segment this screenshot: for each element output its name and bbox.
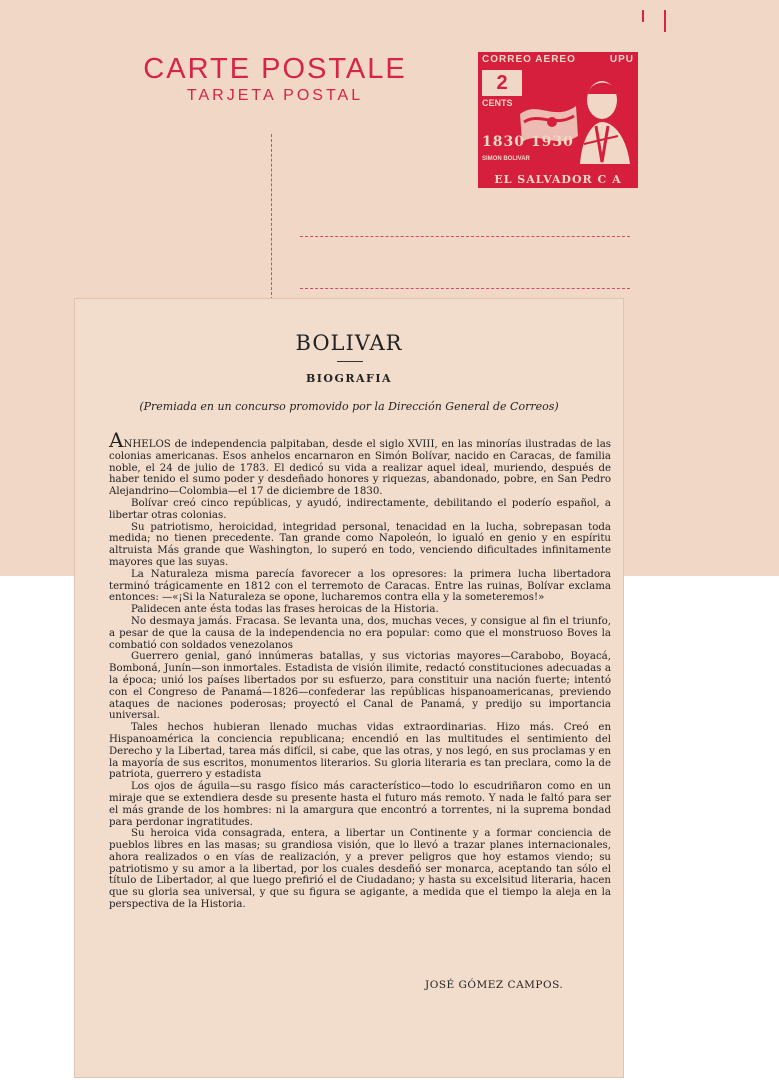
stamp-service-label: CORREO AEREO <box>482 54 576 65</box>
paragraph: Palidecen ante ésta todas las frases heroicas de la Historia. <box>131 604 439 616</box>
stamp-upu-label: UPU <box>609 54 634 65</box>
biography-insert <box>74 298 624 1078</box>
stamp-portrait-name: SIMON BOLIVAR <box>482 156 530 162</box>
paragraph: Su patriotismo, heroicidad, integridad personal, tenacidad en la lucha, sobrepasan toda medida; no tienen precedente. Tan grande como Napoleón, lo igualó en genio y en espíritu altruista Más grande que Washington, lo superó en todo, venciendo dificultades infinitamente mayores que las suyas. <box>109 521 611 568</box>
title-rule <box>337 361 363 362</box>
stamp-years: 1830 1930 <box>482 134 574 150</box>
postage-stamp <box>478 52 638 188</box>
paragraph: Los ojos de águila—su rasgo físico más característico—todo lo escudriñaron como en un miraje que se extendiera desde su presente hasta el futuro más remoto. Y nada le faltó para ser el más grande de los hombres: ni la amargura que encontró a torrentes, ni la suprema bondad para perdonar ingratitudes. <box>109 781 611 828</box>
author-signature: JOSÉ GÓMEZ CAMPOS. <box>425 979 564 991</box>
paragraph <box>109 428 611 498</box>
address-line <box>300 236 630 237</box>
postcard-title: CARTE POSTALE <box>143 53 407 85</box>
paragraph-text: NHELOS de independencia palpitaban, desde el siglo XVIII, en las minorías ilustradas de las colonias americanas. Esos anhelos encarnaron en Simón Bolívar, nacido en Caracas, de familia noble, el 24 de julio de 1783. El dedicó su vida a realizar aquel ideal, muriendo, después de haber tenido el sumo poder y desdeñado honores y riquezas, abandonado, pobre, en San Pedro Alejandrino—Colombia—el 17 de diciembre de 1830. <box>109 439 611 498</box>
postcard-subtitle: TARJETA POSTAL <box>186 87 364 104</box>
stamp-header <box>482 54 634 65</box>
paragraph: Tales hechos hubieran llenado muchas vidas extraordinarias. Hizo más. Creó en Hispanoamérica la conciencia republicana; encendió en las multitudes el sentimiento del Derecho y la Libertad, tarea más difícil, si cabe, que las otras, y nos legó, en sus proclamas y en la mayoría de sus escritos, monumentos literarios. Su gloria literaria es tan preclara, como la de patriota, guerrero y estadista <box>109 722 611 781</box>
paragraph: Su heroica vida consagrada, entera, a libertar un Continente y a formar conciencia de pueblos libres en las masas; su grandiosa visión, que lo llevó a trazar planes internacionales, ahora realizados o en vías de realización, y a prever peligros que hoy estamos viendo; su patriotismo y su amor a la libertad, por los cuales desdeñó ser monarca, aceptando tan sólo el título de Libertador, al que luego prefirió el de Ciudadano; y hasta su excelsitud literaria, hacen que su gloria sea universal, y que su figura se agigante, a medida que el tiempo la aleja en la perspectiva de la Historia. <box>109 828 611 911</box>
paragraph: Bolívar creó cinco repúblicas, y ayudó, indirectamente, debilitando el poderío español, a libertar otras colonias. <box>109 497 611 521</box>
drop-cap: A <box>109 428 124 452</box>
paragraph: Guerrero genial, ganó innúmeras batallas, y sus victorias mayores—Carabobo, Boyacá, Bomboná, Junín—son inmortales. Estadista de visión ilimite, redactó constituciones adecuadas a la época; unió los países libertados por su esfuerzo, para constituir una nación fuerte; intentó con el Congreso de Panamá—1826—confederar las repúblicas hispanoamericanas, previendo ataques de naciones poderosas; proyectó el Canal de Panamá, y predijo su importancia universal. <box>109 651 611 722</box>
address-line <box>300 288 630 289</box>
stamp-country: EL SALVADOR C A <box>494 173 622 186</box>
stamp-cents-label: CENTS <box>482 98 513 108</box>
biography-text <box>109 428 611 911</box>
corner-mark <box>664 10 666 32</box>
insert-title: BOLIVAR <box>295 331 403 355</box>
award-note: (Premiada en un concurso promovido por la Dirección General de Correos) <box>139 400 559 413</box>
insert-subtitle: BIOGRAFIA <box>305 372 393 385</box>
paragraph: La Naturaleza misma parecía favorecer a los opresores: la primera lucha libertadora terminó trágicamente en 1812 con el terremoto de Caracas. Entre las ruinas, Bolívar exclama entonces: —«¡Si la Naturaleza se opone, lucharemos contra ella y la someteremos!» <box>109 568 611 604</box>
paragraph: No desmaya jamás. Fracasa. Se levanta una, dos, muchas veces, y consigue al fin el triunfo, a pesar de que la causa de la independencia no era popular: como que el monstruoso Boves la combatió con soldados venezolanos <box>109 615 611 651</box>
stamp-value: 2 <box>482 70 522 96</box>
center-divider <box>271 134 272 300</box>
postcard-heading <box>112 52 438 106</box>
corner-mark <box>642 10 644 22</box>
